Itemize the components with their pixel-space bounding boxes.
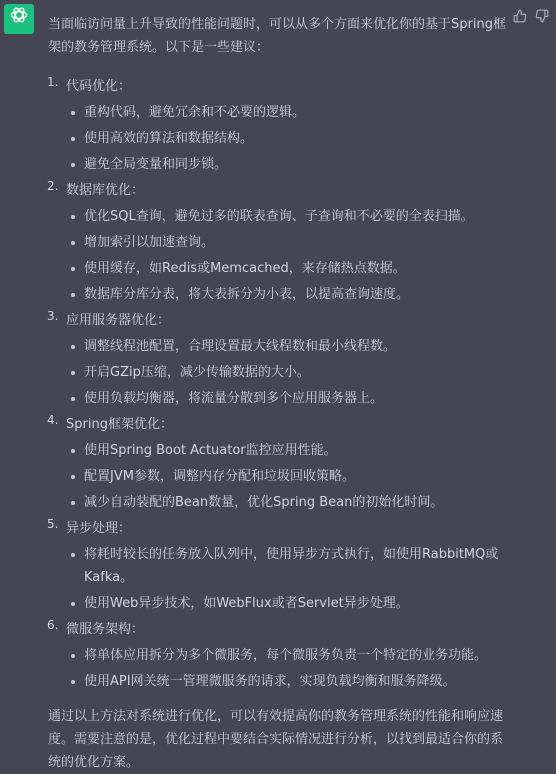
list-item: 增加索引以加速查询。 bbox=[66, 231, 508, 254]
list-item: 数据库分库分表，将大表拆分为小表，以提高查询速度。 bbox=[66, 283, 508, 306]
list-item: 使用负载均衡器，将流量分散到多个应用服务器上。 bbox=[66, 387, 508, 410]
list-item: 配置JVM参数，调整内存分配和垃圾回收策略。 bbox=[66, 465, 508, 488]
section-title: 异步处理： bbox=[66, 521, 132, 536]
section-title: 应用服务器优化： bbox=[66, 313, 171, 328]
list-item: 将单体应用拆分为多个微服务，每个微服务负责一个特定的业务功能。 bbox=[66, 644, 508, 667]
section-number: 6. bbox=[47, 618, 59, 632]
section-title: 微服务架构： bbox=[66, 622, 145, 637]
list-item: 重构代码，避免冗余和不必要的逻辑。 bbox=[66, 101, 508, 124]
list-item: 调整线程池配置，合理设置最大线程数和最小线程数。 bbox=[66, 335, 508, 358]
section-number: 5. bbox=[47, 517, 59, 531]
section-database-optimization bbox=[48, 179, 508, 306]
section-app-server-optimization bbox=[48, 309, 508, 410]
section-title: Spring框架优化： bbox=[66, 417, 173, 432]
suggestion-list bbox=[48, 75, 508, 693]
openai-logo-icon bbox=[9, 5, 29, 33]
list-item: 使用缓存，如Redis或Memcached，来存储热点数据。 bbox=[66, 257, 508, 280]
list-item: 使用高效的算法和数据结构。 bbox=[66, 127, 508, 150]
section-microservices bbox=[48, 618, 508, 693]
section-number: 3. bbox=[47, 309, 59, 323]
section-title: 代码优化： bbox=[66, 79, 132, 94]
assistant-message bbox=[48, 13, 508, 774]
list-item: 避免全局变量和同步锁。 bbox=[66, 153, 508, 176]
section-async-processing bbox=[48, 517, 508, 615]
section-number: 1. bbox=[47, 75, 59, 89]
list-item: 优化SQL查询，避免过多的联表查询、子查询和不必要的全表扫描。 bbox=[66, 205, 508, 228]
list-item: 将耗时较长的任务放入队列中，使用异步方式执行，如使用RabbitMQ或Kafka。 bbox=[66, 543, 508, 589]
section-title: 数据库优化： bbox=[66, 183, 145, 198]
list-item: 使用API网关统一管理微服务的请求，实现负载均衡和服务降级。 bbox=[66, 670, 508, 693]
thumbs-down-icon[interactable] bbox=[534, 8, 550, 24]
thumbs-up-icon[interactable] bbox=[512, 8, 528, 24]
list-item: 使用Spring Boot Actuator监控应用性能。 bbox=[66, 439, 508, 462]
assistant-avatar bbox=[4, 4, 34, 34]
section-number: 4. bbox=[47, 413, 59, 427]
section-number: 2. bbox=[47, 179, 59, 193]
list-item: 开启GZip压缩，减少传输数据的大小。 bbox=[66, 361, 508, 384]
list-item: 使用Web异步技术，如WebFlux或者Servlet异步处理。 bbox=[66, 592, 508, 615]
message-outro: 通过以上方法对系统进行优化，可以有效提高你的教务管理系统的性能和响应速度。需要注意的是，优化过程中要结合实际情况进行分析，以找到最适合你的系统的优化方案。 bbox=[48, 709, 504, 770]
section-code-optimization bbox=[48, 75, 508, 176]
list-item: 减少自动装配的Bean数量，优化Spring Bean的初始化时间。 bbox=[66, 491, 508, 514]
message-intro: 当面临访问量上升导致的性能问题时，可以从多个方面来优化你的基于Spring框架的教务管理系统。以下是一些建议： bbox=[48, 17, 506, 55]
message-actions bbox=[512, 8, 550, 24]
section-spring-optimization bbox=[48, 413, 508, 514]
